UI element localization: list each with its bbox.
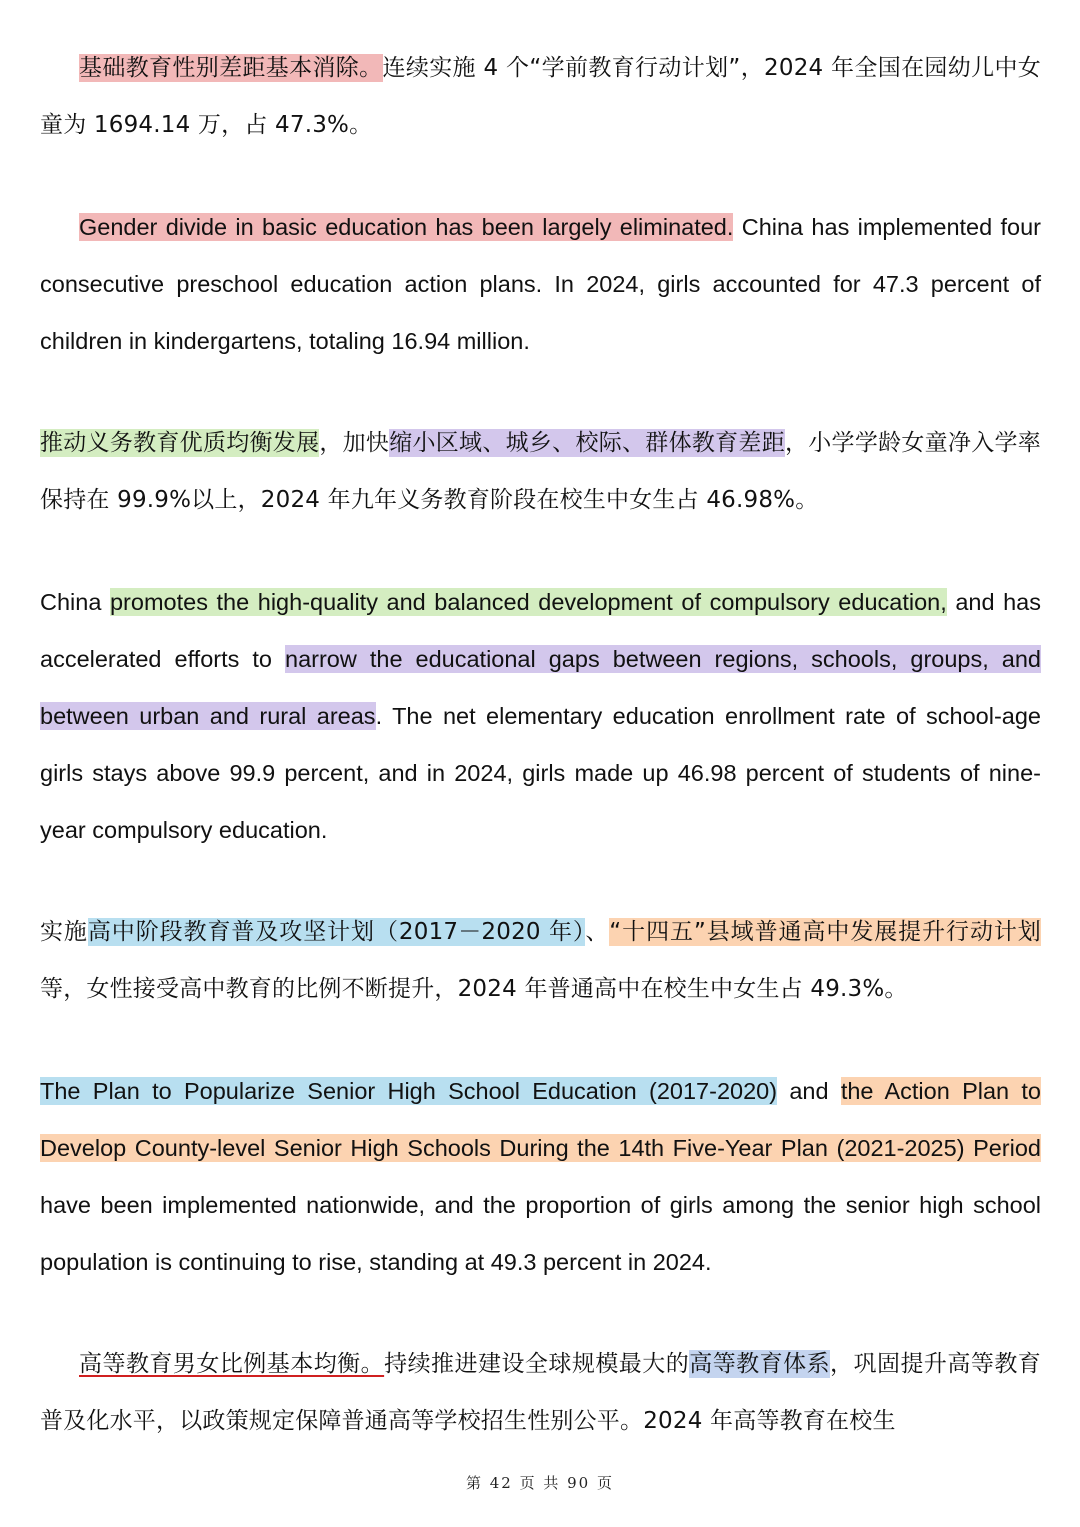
paragraph-gap	[40, 1018, 1041, 1063]
paragraph-en-2	[40, 574, 1041, 859]
paragraph-gap	[40, 529, 1041, 574]
body-text: . The net elementary education enrollment rate of school-age girls stays above 99.9 percent, and in 2024, girls made up 46.98 percent of students of nine-year compulsory education.	[40, 703, 1041, 843]
body-text: 等，女性接受高中教育的比例不断提升，2024 年普通高中在校生中女生占 49.3%。	[40, 976, 908, 1002]
body-text: 实施	[40, 919, 88, 945]
paragraph-zh-2	[40, 415, 1041, 529]
body-text: ，小学学龄女童净入学率保持在 99.9%以上，2024 年九年义务教育阶段在校生中女生占 46.98%。	[40, 430, 1042, 513]
highlight-heading: 基础教育性别差距基本消除。	[79, 55, 383, 81]
body-text: ，巩固提升高等教育普及化水平，以政策规定保障普通高等学校招生性别公平。2024 年高等教育在校生	[40, 1351, 1042, 1434]
body-text: China has implemented four consecutive preschool education action plans. In 2024, girls accounted for 47.3 percent of children in kindergartens, totaling 16.94 million.	[40, 214, 1041, 354]
highlight-green: 推动义务教育优质均衡发展	[40, 430, 320, 456]
body-text: have been implemented nationwide, and the proportion of girls among the senior high school population is continuing to rise, standing at 49.3 percent in 2024.	[40, 1192, 1041, 1275]
body-text: 持续推进建设全球规模最大的	[384, 1351, 690, 1377]
paragraph-zh-4	[40, 1336, 1041, 1450]
body-text: 、	[585, 919, 610, 945]
paragraph-gap	[40, 1291, 1041, 1336]
highlight-orange: “十四五”县域普通高中发展提升行动计划	[609, 919, 1041, 945]
page-content	[40, 40, 1041, 1450]
paragraph-en-1	[40, 199, 1041, 370]
highlight-purple: narrow the educational gaps between regions, schools, groups, and between urban and rural areas	[40, 646, 1041, 729]
body-text: and	[777, 1078, 841, 1104]
paragraph-gap	[40, 370, 1041, 415]
body-text: ，加快	[319, 430, 390, 456]
highlight-green: promotes the high-quality and balanced development of compulsory education,	[109, 589, 947, 615]
body-text: 连续实施 4 个“学前教育行动计划”，2024 年全国在园幼儿中女童为 1694.14 万，占 47.3%。	[40, 55, 1042, 138]
paragraph-zh-1	[40, 40, 1041, 154]
highlight-purple: 缩小区域、城乡、校际、群体教育差距	[389, 430, 785, 456]
highlight-light-blue: 高等教育体系	[689, 1351, 831, 1377]
underlined-heading: 高等教育男女比例基本均衡。	[79, 1351, 385, 1377]
highlight-heading: Gender divide in basic education has been largely eliminated.	[79, 214, 734, 240]
paragraph-zh-3	[40, 904, 1041, 1018]
body-text: and has accelerated efforts to	[40, 589, 1041, 672]
paragraph-gap	[40, 859, 1041, 904]
highlight-orange: the Action Plan to Develop County-level Senior High Schools During the 14th Five-Year Plan (2021-2025) Period	[40, 1078, 1041, 1161]
page-footer: 第 42 页 共 90 页	[465, 1474, 614, 1492]
body-text: China	[40, 589, 110, 615]
paragraph-gap	[40, 154, 1041, 199]
highlight-blue: 高中阶段教育普及攻坚计划（2017－2020 年）	[87, 919, 586, 945]
highlight-blue: The Plan to Popularize Senior High School Education (2017-2020)	[40, 1078, 778, 1104]
paragraph-en-3	[40, 1063, 1041, 1291]
